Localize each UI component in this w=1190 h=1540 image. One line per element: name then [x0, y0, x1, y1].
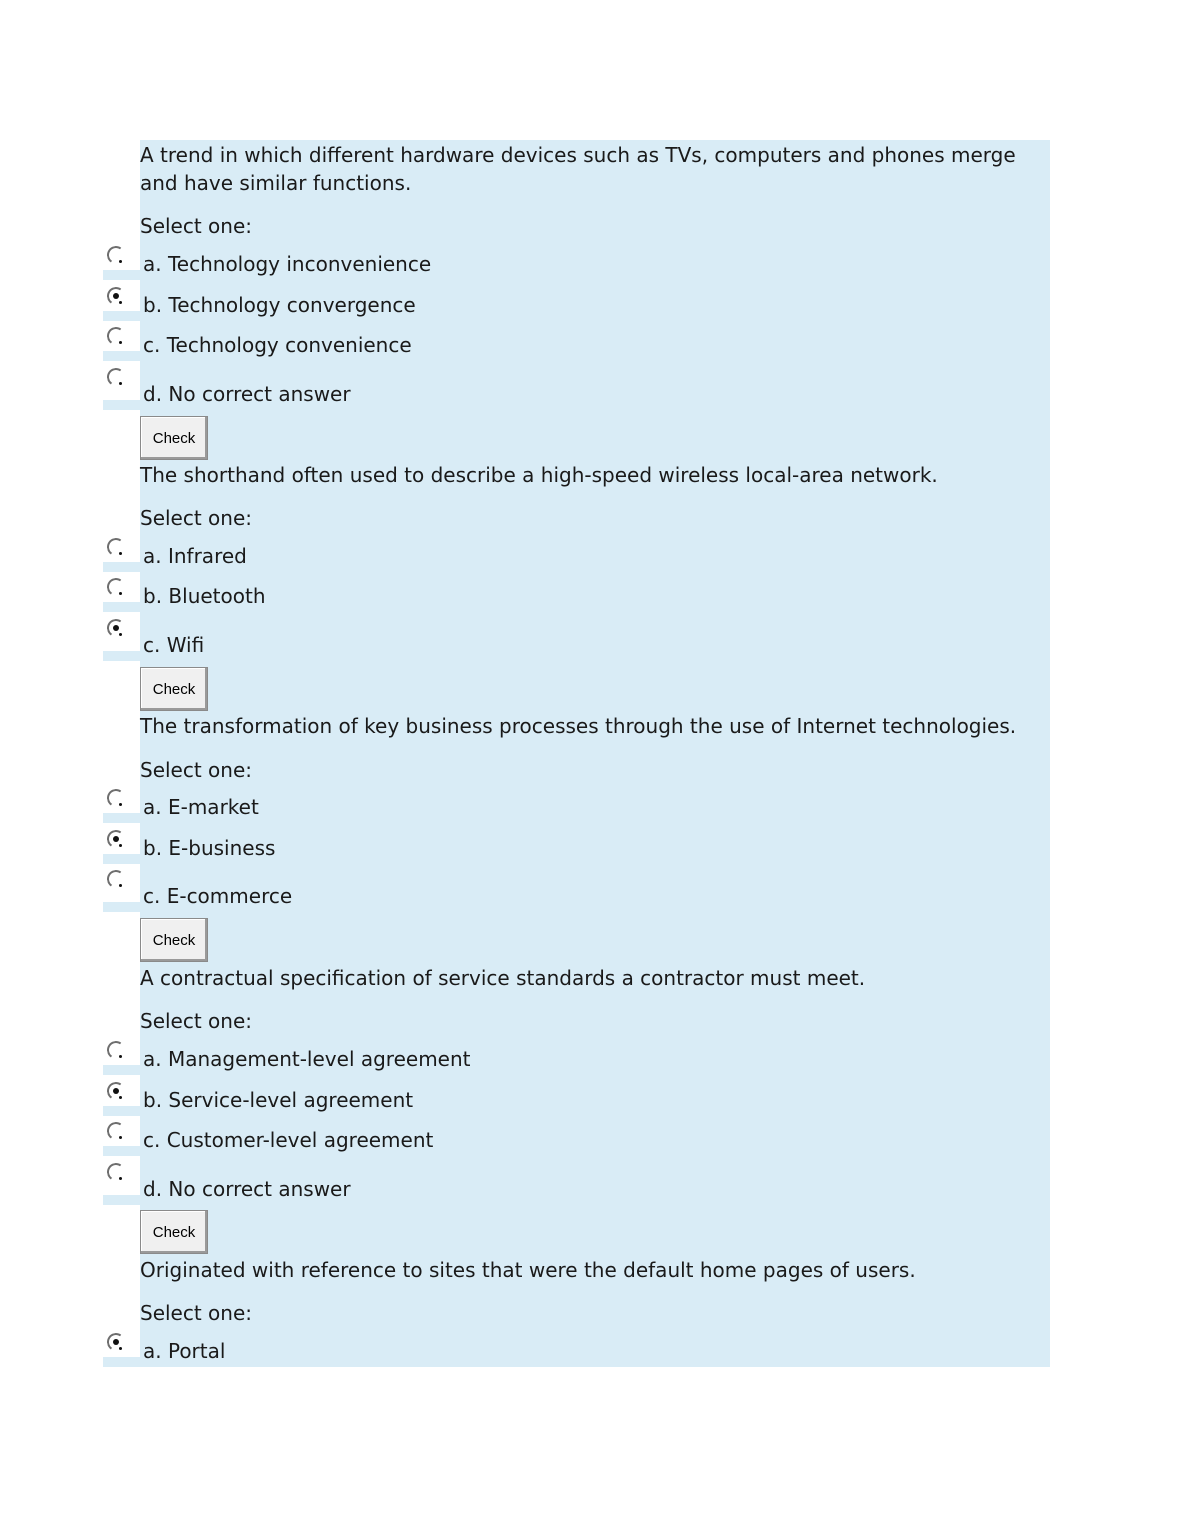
- question-5-prompt: Select one:: [140, 1301, 253, 1325]
- radio-button-selected[interactable]: [107, 1082, 125, 1100]
- option-label: c. Wifi: [143, 633, 205, 657]
- option-label: b. E-business: [143, 836, 276, 860]
- radio-button[interactable]: [107, 789, 125, 807]
- radio-button[interactable]: [107, 1041, 125, 1059]
- question-2-option-a[interactable]: [103, 538, 603, 572]
- question-3-option-b[interactable]: [103, 830, 603, 864]
- radio-button[interactable]: [107, 538, 125, 556]
- option-label: d. No correct answer: [143, 1177, 351, 1201]
- option-label: a. E-market: [143, 795, 259, 819]
- option-label: c. E-commerce: [143, 884, 293, 908]
- question-5-option-a[interactable]: [103, 1333, 603, 1367]
- radio-button[interactable]: [107, 1163, 125, 1181]
- radio-button[interactable]: [107, 368, 125, 386]
- question-3-prompt: Select one:: [140, 758, 253, 782]
- radio-button[interactable]: [107, 870, 125, 888]
- radio-button-selected[interactable]: [107, 1333, 125, 1351]
- question-4-prompt: Select one:: [140, 1009, 253, 1033]
- question-3-check-button[interactable]: Check: [140, 918, 208, 962]
- question-3-text: The transformation of key business processes through the use of Internet technologies.: [140, 714, 1017, 738]
- question-1-check-button[interactable]: Check: [140, 416, 208, 460]
- question-3-option-a[interactable]: [103, 789, 603, 823]
- question-2-text: The shorthand often used to describe a high-speed wireless local-area network.: [140, 463, 938, 487]
- option-label: a. Portal: [143, 1339, 226, 1363]
- question-4-option-c[interactable]: [103, 1122, 603, 1156]
- radio-button-selected[interactable]: [107, 830, 125, 848]
- option-label: a. Technology inconvenience: [143, 252, 432, 276]
- question-1-option-d[interactable]: [103, 368, 603, 410]
- radio-button[interactable]: [107, 578, 125, 596]
- question-1-option-b[interactable]: [103, 287, 603, 321]
- option-label: c. Customer-level agreement: [143, 1128, 434, 1152]
- radio-button[interactable]: [107, 246, 125, 264]
- question-4-option-a[interactable]: [103, 1041, 603, 1075]
- radio-button-selected[interactable]: [107, 287, 125, 305]
- option-label: b. Technology convergence: [143, 293, 416, 317]
- question-1-option-a[interactable]: [103, 246, 603, 280]
- radio-button-selected[interactable]: [107, 619, 125, 637]
- option-label: a. Management-level agreement: [143, 1047, 471, 1071]
- option-label: b. Bluetooth: [143, 584, 266, 608]
- question-2-prompt: Select one:: [140, 506, 253, 530]
- option-label: b. Service-level agreement: [143, 1088, 414, 1112]
- question-2-option-b[interactable]: [103, 578, 603, 612]
- question-4-text: A contractual specification of service standards a contractor must meet.: [140, 966, 866, 990]
- option-label: a. Infrared: [143, 544, 247, 568]
- question-3-option-c[interactable]: [103, 870, 603, 912]
- question-4-option-d[interactable]: [103, 1163, 603, 1205]
- option-label: c. Technology convenience: [143, 333, 412, 357]
- question-4-check-button[interactable]: Check: [140, 1210, 208, 1254]
- question-1-prompt: Select one:: [140, 214, 253, 238]
- question-4-option-b[interactable]: [103, 1082, 603, 1116]
- question-1-option-c[interactable]: [103, 327, 603, 361]
- question-2-check-button[interactable]: Check: [140, 667, 208, 711]
- radio-button[interactable]: [107, 327, 125, 345]
- question-5-text: Originated with reference to sites that were the default home pages of users.: [140, 1258, 916, 1282]
- question-1-text: A trend in which different hardware devices such as TVs, computers and phones merge and have similar functions.: [140, 143, 1016, 195]
- question-2-option-c[interactable]: [103, 619, 603, 661]
- radio-button[interactable]: [107, 1122, 125, 1140]
- option-label: d. No correct answer: [143, 382, 351, 406]
